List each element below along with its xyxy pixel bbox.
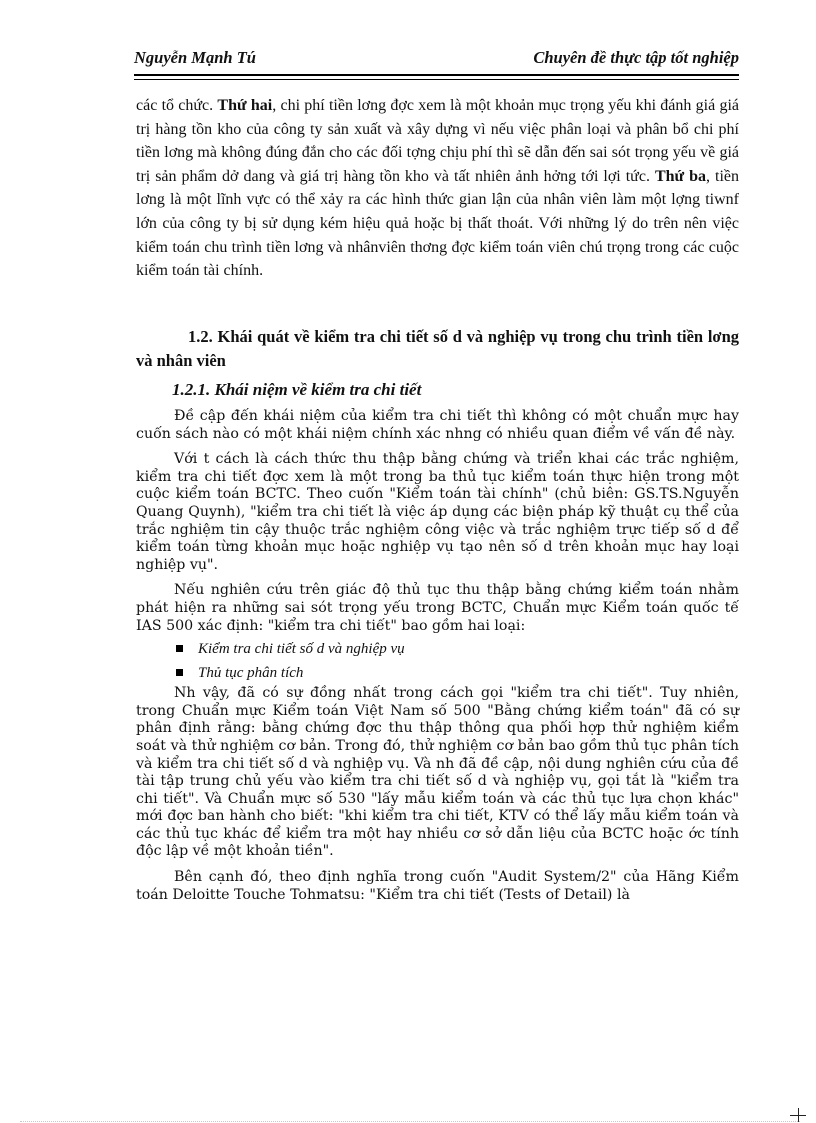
- bullet-list: [136, 637, 739, 685]
- section-heading-1-2: 1.2. Khái quát về kiểm tra chi tiết số d và nghiệp vụ trong chu trình tiền lơng và nhân viên: [136, 327, 739, 370]
- page-header: [134, 48, 739, 70]
- intro-paragraph: [136, 94, 739, 283]
- header-author: Nguyễn Mạnh Tú: [134, 48, 256, 67]
- page-bottom-border: [20, 1121, 800, 1122]
- intro-text-1: các tổ chức.: [136, 97, 218, 114]
- section-heading-1-2-1: 1.2.1. Khái niệm về kiểm tra chi tiết: [172, 380, 422, 399]
- intro-text-2: , chi phí tiền lơng đợc xem là một khoản mục trọng yếu khi đánh giá giá trị hàng tồn kho của công ty sản xuất và xây dựng vì nếu việc phân loại và phân bổ chi phí tiền lơng mà không đúng đắn cho các đối tợng chịu phí thì sẽ dẫn đến sai sót trọng yếu về giá trị sản phẩm dở dang và giá trị hàng tồn kho và tất nhiên ảnh hởng tới lợi tức.: [136, 97, 740, 185]
- bullet-text: Kiểm tra chi tiết số d và nghiệp vụ: [198, 641, 405, 658]
- paragraph-4: Nếu nghiên cứu trên giác độ thủ tục thu thập bằng chứng kiểm toán nhằm phát hiện ra những sai sót trọng yếu trong BCTC, Chuẩn mực Kiểm toán quốc tế IAS 500 xác định: "kiểm tra chi tiết" bao gồm hai loại:: [136, 582, 739, 634]
- paragraph-2: Đề cập đến khái niệm của kiểm tra chi tiết thì không có một chuẩn mực hay cuốn sách nào có một khái niệm chính xác nhng có nhiều quan điểm về vấn đề này.: [136, 408, 739, 442]
- header-title: Chuyên đề thực tập tốt nghiệp: [533, 48, 739, 67]
- crop-mark-horizontal: [790, 1115, 806, 1116]
- paragraph-5: Nh vậy, đã có sự đồng nhất trong cách gọi "kiểm tra chi tiết". Tuy nhiên, trong Chuẩn mực Kiểm toán Việt Nam số 500 "Bằng chứng kiểm toán" đã có sự phân định rằng: bằng chứng đợc thu thập thông qua phối hợp thử nghiệm kiểm soát và thử nghiệm cơ bản. Trong đó, thử nghiệm cơ bản bao gồm thủ tục phân tích và kiểm tra chi tiết số d và nghiệp vụ. Và nh đã đề cập, nội dung nghiên cứu của đề tài tập trung chủ yếu vào kiểm tra chi tiết số d và nghiệp vụ, gọi tắt là "kiểm tra chi tiết". Và Chuẩn mực số 530 "lấy mẫu kiểm toán và các thủ tục lựa chọn khác" mới đợc ban hành cho biết: "khi kiểm tra chi tiết, KTV có thể lấy mẫu kiểm toán và các thủ tục khác để kiểm tra một hay nhiều cơ sở dẫn liệu của BCTC hoặc ớc tính độc lập về một khoản tiền".: [136, 685, 739, 860]
- paragraph-6: Bên cạnh đó, theo định nghĩa trong cuốn "Audit System/2" của Hãng Kiểm toán Deloitte Touche Tohmatsu: "Kiểm tra chi tiết (Tests of Detail) là: [136, 869, 739, 903]
- square-bullet-icon: [176, 669, 183, 676]
- list-item: [174, 637, 739, 661]
- body-section: [136, 408, 739, 912]
- header-rule-thick: [134, 74, 739, 76]
- square-bullet-icon: [176, 645, 183, 652]
- paragraph-3: Với t cách là cách thức thu thập bằng chứng và triển khai các trắc nghiệm, kiểm tra chi tiết đợc xem là một trong ba thủ tục kiểm toán thực hiện trong một cuộc kiểm toán BCTC. Theo cuốn "Kiểm toán tài chính" (chủ biên: GS.TS.Nguyễn Quang Quynh), "kiểm tra chi tiết là việc áp dụng các biện pháp kỹ thuật cụ thể của trắc nghiệm tin cậy thuộc trắc nghiệm công việc và trắc nghiệm trực tiếp số d để kiểm toán từng khoản mục hoặc nghiệp vụ tạo nên số d trên khoản mục hay loại nghiệp vụ".: [136, 451, 739, 573]
- bullet-text: Thủ tục phân tích: [198, 665, 304, 682]
- intro-text-3: , tiền lơng là một lĩnh vực có thể xảy ra các hình thức gian lận của nhân viên làm một lợng tiwnf lớn của công ty bị sử dụng kém hiệu quả hoặc bị thất thoát. Với những lý do trên nên việc kiểm toán chu trình tiền lơng và nhânviên thơng đợc kiểm toán viên chú trọng trong các cuộc kiểm toán tài chính.: [136, 167, 739, 280]
- header-rule-thin: [134, 79, 739, 80]
- intro-bold-second: Thứ hai: [217, 97, 273, 114]
- list-item: [174, 661, 739, 685]
- intro-bold-third: Thứ ba: [654, 167, 707, 185]
